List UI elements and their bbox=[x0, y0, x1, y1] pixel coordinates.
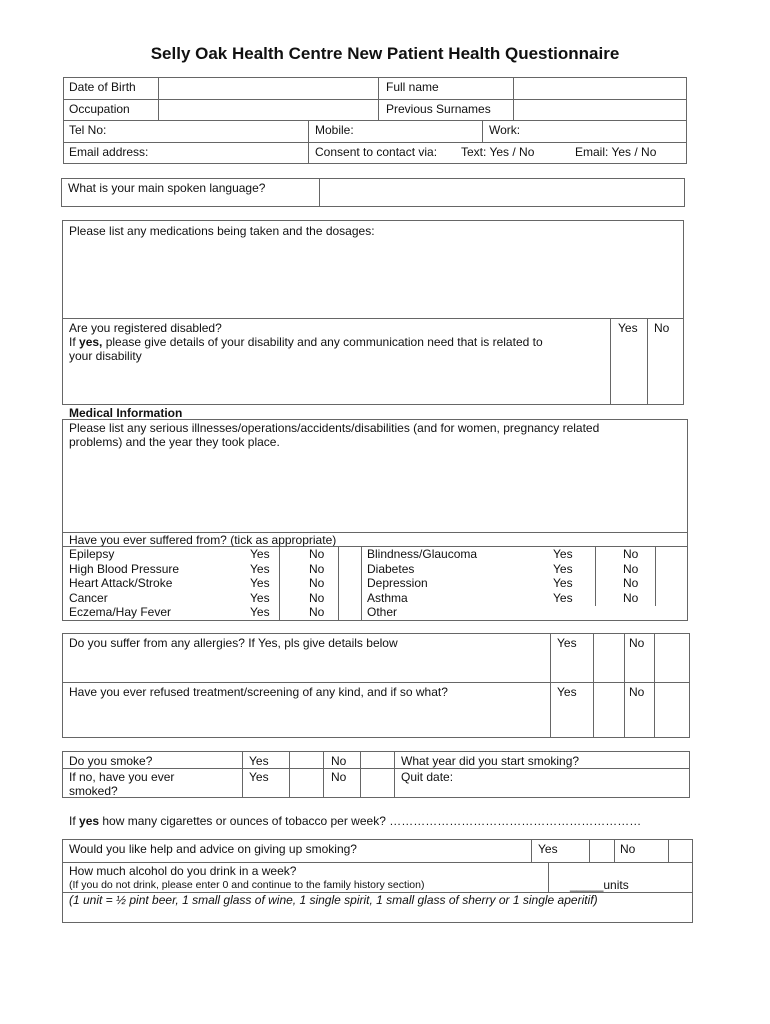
condition-label: Blindness/Glaucoma bbox=[367, 547, 478, 561]
consent-email-option[interactable]: Email: Yes / No bbox=[575, 145, 657, 159]
allergies-question: Do you suffer from any allergies? If Yes, pls give details below bbox=[69, 636, 398, 650]
refused-treatment-no[interactable]: No bbox=[629, 685, 645, 699]
condition-no-option[interactable]: No bbox=[623, 547, 639, 561]
condition-label: Eczema/Hay Fever bbox=[69, 605, 172, 619]
email-label: Email address: bbox=[69, 145, 149, 159]
consent-text-option[interactable]: Text: Yes / No bbox=[461, 145, 535, 159]
page-title: Selly Oak Health Centre New Patient Health Questionnaire bbox=[150, 44, 620, 63]
illness-field[interactable] bbox=[63, 450, 687, 531]
quit-date-label: Quit date: bbox=[401, 770, 454, 784]
previous-surnames-label: Previous Surnames bbox=[386, 102, 491, 116]
language-label: What is your main spoken language? bbox=[68, 181, 266, 195]
mobile-field[interactable] bbox=[360, 121, 482, 142]
smoke-yes[interactable]: Yes bbox=[249, 754, 269, 768]
refused-treatment-field[interactable] bbox=[63, 700, 550, 737]
condition-yes-option[interactable]: Yes bbox=[250, 562, 270, 576]
allergies-yes[interactable]: Yes bbox=[557, 636, 577, 650]
condition-no-option[interactable]: No bbox=[623, 591, 639, 605]
condition-no-option[interactable]: No bbox=[309, 591, 325, 605]
medical-heading: Medical Information bbox=[69, 406, 183, 420]
disability-yes[interactable]: Yes bbox=[618, 321, 638, 335]
quit-advice-yes[interactable]: Yes bbox=[538, 842, 558, 856]
condition-label: Other bbox=[367, 605, 398, 619]
unit-definition: (1 unit = ½ pint beer, 1 small glass of wine, 1 single spirit, 1 small glass of sherry or 1 single aperitif) bbox=[69, 893, 598, 907]
condition-no-option[interactable]: No bbox=[623, 576, 639, 590]
illness-prompt-line1: Please list any serious illnesses/operations/accidents/disabilities (and for women, pregnancy related bbox=[69, 421, 600, 435]
condition-yes-option[interactable]: Yes bbox=[553, 547, 573, 561]
ever-smoked-question: If no, have you ever bbox=[69, 770, 175, 784]
language-field[interactable] bbox=[320, 179, 684, 206]
condition-label: Asthma bbox=[367, 591, 408, 605]
illness-prompt-line2: problems) and the year they took place. bbox=[69, 435, 280, 449]
condition-yes-option[interactable]: Yes bbox=[250, 547, 270, 561]
condition-label: Heart Attack/Stroke bbox=[69, 576, 173, 590]
start-smoking-year-label: What year did you start smoking? bbox=[401, 754, 580, 768]
quit-advice-no[interactable]: No bbox=[620, 842, 636, 856]
dob-field[interactable] bbox=[159, 78, 378, 99]
alcohol-units-field[interactable]: _____units bbox=[570, 878, 629, 892]
occupation-field[interactable] bbox=[159, 100, 378, 120]
allergies-no[interactable]: No bbox=[629, 636, 645, 650]
alcohol-question: How much alcohol do you drink in a week? bbox=[69, 864, 297, 878]
full-name-label: Full name bbox=[386, 80, 439, 94]
tel-field[interactable] bbox=[110, 121, 308, 142]
quit-advice-question: Would you like help and advice on giving up smoking? bbox=[69, 842, 357, 856]
condition-no-option[interactable]: No bbox=[309, 605, 325, 619]
medications-label: Please list any medications being taken and the dosages: bbox=[69, 224, 375, 238]
mobile-label: Mobile: bbox=[315, 123, 354, 137]
tel-label: Tel No: bbox=[69, 123, 107, 137]
cigarettes-per-week-prompt: If yes how many cigarettes or ounces of tobacco per week? ……………………………………………………… bbox=[69, 814, 642, 828]
condition-label: Epilepsy bbox=[69, 547, 115, 561]
cigarettes-per-week-field[interactable] bbox=[413, 812, 685, 828]
occupation-label: Occupation bbox=[69, 102, 130, 116]
quit-date-field[interactable] bbox=[460, 769, 689, 797]
condition-no-option[interactable]: No bbox=[623, 562, 639, 576]
smoke-question: Do you smoke? bbox=[69, 754, 153, 768]
work-label: Work: bbox=[489, 123, 521, 137]
email-field[interactable] bbox=[160, 143, 308, 164]
refused-treatment-yes[interactable]: Yes bbox=[557, 685, 577, 699]
ever-smoked-question-cont: smoked? bbox=[69, 784, 118, 798]
ever-smoked-yes[interactable]: Yes bbox=[249, 770, 269, 784]
other-condition-field[interactable] bbox=[400, 606, 687, 620]
refused-treatment-question: Have you ever refused treatment/screening of any kind, and if so what? bbox=[69, 685, 448, 699]
suffered-heading: Have you ever suffered from? (tick as appropriate) bbox=[69, 533, 337, 547]
condition-label: Diabetes bbox=[367, 562, 415, 576]
condition-no-option[interactable]: No bbox=[309, 547, 325, 561]
dob-label: Date of Birth bbox=[69, 80, 136, 94]
condition-no-option[interactable]: No bbox=[309, 562, 325, 576]
alcohol-note: (If you do not drink, please enter 0 and continue to the family history section) bbox=[69, 879, 425, 891]
consent-label: Consent to contact via: bbox=[315, 145, 438, 159]
ever-smoked-no[interactable]: No bbox=[331, 770, 347, 784]
condition-yes-option[interactable]: Yes bbox=[553, 576, 573, 590]
condition-label: High Blood Pressure bbox=[69, 562, 180, 576]
work-field[interactable] bbox=[525, 121, 686, 142]
allergies-field[interactable] bbox=[63, 652, 550, 681]
full-name-field[interactable] bbox=[514, 78, 686, 99]
previous-surnames-field[interactable] bbox=[514, 100, 686, 120]
condition-label: Depression bbox=[367, 576, 428, 590]
condition-yes-option[interactable]: Yes bbox=[553, 562, 573, 576]
condition-yes-option[interactable]: Yes bbox=[250, 605, 270, 619]
condition-yes-option[interactable]: Yes bbox=[250, 591, 270, 605]
condition-no-option[interactable]: No bbox=[309, 576, 325, 590]
condition-yes-option[interactable]: Yes bbox=[250, 576, 270, 590]
disability-details-prompt: If yes, please give details of your disability and any communication need that is related to bbox=[69, 335, 543, 349]
disability-question: Are you registered disabled? bbox=[69, 321, 222, 335]
disability-no[interactable]: No bbox=[654, 321, 670, 335]
condition-yes-option[interactable]: Yes bbox=[553, 591, 573, 605]
disability-details-prompt-cont: your disability bbox=[69, 349, 142, 363]
condition-label: Cancer bbox=[69, 591, 108, 605]
medications-field[interactable] bbox=[63, 240, 683, 317]
smoke-no[interactable]: No bbox=[331, 754, 347, 768]
